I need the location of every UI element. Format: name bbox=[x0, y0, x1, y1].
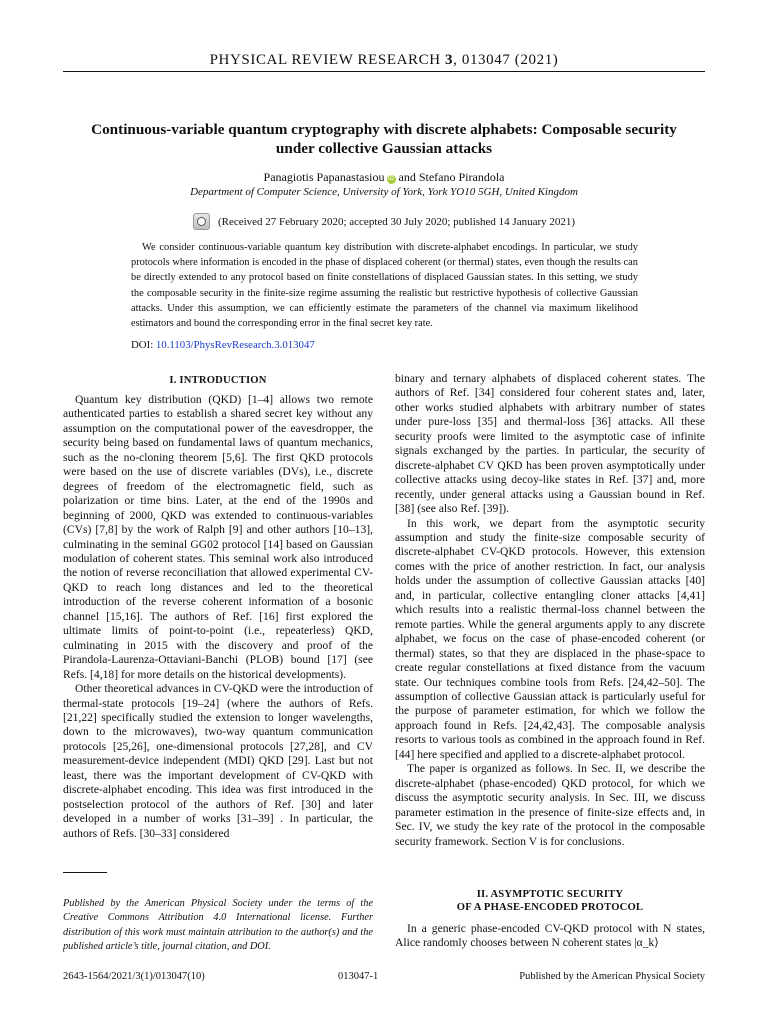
license-footnote: Published by the American Physical Society under the terms of the Creative Commons Attribution 4.0 International license. Further distribution of this work must maintain attribution to the author(s) and the published article’s title, journal citation, and DOI. bbox=[63, 898, 373, 952]
section-2 bbox=[395, 888, 705, 951]
journal-name: PHYSICAL REVIEW RESEARCH bbox=[209, 52, 441, 68]
intro-paragraph-2: Other theoretical advances in CV-QKD were the introduction of thermal-state protocols [19–24] (where the authors of Refs. [21,22] specifically studied the extension to longer wavelengths, down to the microwaves), two-way quantum communication protocols [25,26], one-dimensional protocols [27,28], and CV measurement-device independent (MDI) QKD [29]. Last but not least, there was the important development of CV-QKD with discrete-alphabet encoding. This idea was first introduced in the postselection protocol of the authors of Ref. [30] and later developed in a number of works [31–39] . In particular, the authors of Refs. [30–33] considered bbox=[63, 682, 373, 840]
doi-label: DOI: bbox=[131, 339, 154, 351]
doi-line bbox=[131, 339, 315, 351]
doi-link[interactable]: 10.1103/PhysRevResearch.3.013047 bbox=[155, 339, 315, 351]
section-2-heading bbox=[395, 888, 705, 914]
intro-paragraph-3: binary and ternary alphabets of displaced coherent states. The authors of Ref. [34] considered four coherent states and, later, other works studied alphabets with arbitrary number of states under pure-loss [35] and thermal-loss [36] attacks. All these security proofs were limited to the asymptotic case of infinite signals exchanged by the parties. In particular, the security of discrete-alphabet CV QKD has been proven asymptotically under collective attacks using decoy-like states in Ref. [37] and, more recently, under general attacks using a Gaussian bound in Ref. [38] (see also Ref. [39]). bbox=[395, 372, 705, 516]
intro-paragraph-5: The paper is organized as follows. In Sec. II, we describe the discrete-alphabet (phase-encoded) QKD protocol, for which we discuss the asymptotic security analysis. In Sec. III, we discuss parameter estimation in the presence of finite-size effects and, in Sec. IV, we study the key rate of the protocol in the composable security framework. Section V is for conclusions. bbox=[395, 762, 705, 848]
check-for-updates-icon[interactable] bbox=[193, 213, 210, 230]
journal-article-id: , 013047 (2021) bbox=[453, 52, 559, 68]
author-2: and Stefano Pirandola bbox=[398, 170, 505, 184]
right-column bbox=[395, 372, 705, 849]
affiliation: Department of Computer Science, University of York, York YO10 5GH, United Kingdom bbox=[190, 186, 578, 198]
footnote-rule bbox=[63, 872, 107, 873]
authors bbox=[0, 170, 768, 185]
received-dates: (Received 27 February 2020; accepted 30 July 2020; published 14 January 2021) bbox=[217, 215, 576, 228]
left-column bbox=[63, 372, 373, 841]
intro-heading: I. INTRODUCTION bbox=[169, 375, 267, 386]
journal-header bbox=[0, 52, 768, 69]
author-1: Panagiotis Papanastasiou bbox=[263, 170, 385, 184]
footer-issn: 2643-1564/2021/3(1)/013047(10) bbox=[63, 971, 205, 982]
intro-paragraph-4: In this work, we depart from the asymptotic security assumption and study the finite-size composable security of discrete-alphabet CV-QKD protocols. However, this extension comes with the price of another restriction. In fact, our analysis holds under the assumption of collective Gaussian attacks [40] and, in particular, collective entangling cloner attacks [4,41] which results into a realistic thermal-loss channel between the remote parties. While the general arguments apply to any discrete alphabet, we focus on the case of phase-encoded coherent (or thermal) states, so that they are displaced in the phase-space to create regular constellations at fixed distance from the vacuum state. Our techniques combine tools from Refs. [24,42–50]. The assumption of collective Gaussian attack is particularly useful for the purpose of parameter estimation, for which we follow the approach found in Refs. [24,42,43]. The composable analysis resorts to various tools as combined in the approach found in Ref. [44] here specified and applied to a discrete-alphabet protocol. bbox=[395, 516, 705, 761]
footer-page-number: 013047-1 bbox=[338, 971, 379, 982]
intro-paragraph-1: Quantum key distribution (QKD) [1–4] allows two remote authenticated parties to establish a shared secret key without any assumption on the computational power of the eavesdropper, the security being based on fundamental laws of quantum mechanics, such as the no-cloning theorem [5,6]. The first QKD protocols were based on the use of discrete variables (DVs), i.e., discrete degrees of freedom of the electromagnetic field, such as polarization or time bins. Later, at the end of the 1990s and beginning of 2000, QKD was extended to continuous-variables (CVs) [7,8] by the work of Ralph [9] and other authors [10–13], culminating in the seminal GG02 protocol [14] based on Gaussian modulation of coherent states. This seminal work also introduced the notion of reverse reconciliation that allowed experimental CV-QKD to reach long distances and led to the theoretical introduction of the reverse coherent information of a bosonic channel [15,16]. The authors of Ref. [16] first explored the ultimate limits of point-to-point (i.e., repeaterless) QKD, culminating in 2015 with the discovery and proof of the Pirandola-Laurenza-Ottaviani-Banchi (PLOB) bound [17] (see Refs. [4,18] for more details on the historical developments). bbox=[63, 393, 373, 681]
header-rule bbox=[63, 71, 705, 72]
journal-volume: 3 bbox=[445, 52, 454, 68]
abstract: We consider continuous-variable quantum key distribution with discrete-alphabet encodings. In particular, we study protocols where information is encoded in the phase of displaced coherent (or thermal) states, even though the results can be directly extended to any protocol based on finite constellations of displaced Gaussian states. In this setting, we study the composable security in the finite-size regime assuming the realistic but restrictive hypothesis of collective Gaussian attacks. Under this assumption, we can efficiently estimate the parameters of the channel via maximum likelihood estimators and bound the corresponding error in the final secret key rate. bbox=[131, 242, 638, 330]
section-2-paragraph-1: In a generic phase-encoded CV-QKD protocol with N states, Alice randomly chooses between N coherent states |α_k⟩ bbox=[395, 922, 705, 950]
footer-publisher: Published by the American Physical Society bbox=[519, 971, 705, 982]
section-2-heading-line-1: II. ASYMPTOTIC SECURITY bbox=[476, 889, 624, 900]
received-line bbox=[0, 213, 768, 233]
orcid-icon[interactable]: iD bbox=[388, 176, 394, 182]
paper-title: Continuous-variable quantum cryptography with discrete alphabets: Composable security under collective Gaussian attacks bbox=[91, 121, 677, 157]
section-2-heading-line-2: OF A PHASE-ENCODED PROTOCOL bbox=[456, 902, 644, 913]
